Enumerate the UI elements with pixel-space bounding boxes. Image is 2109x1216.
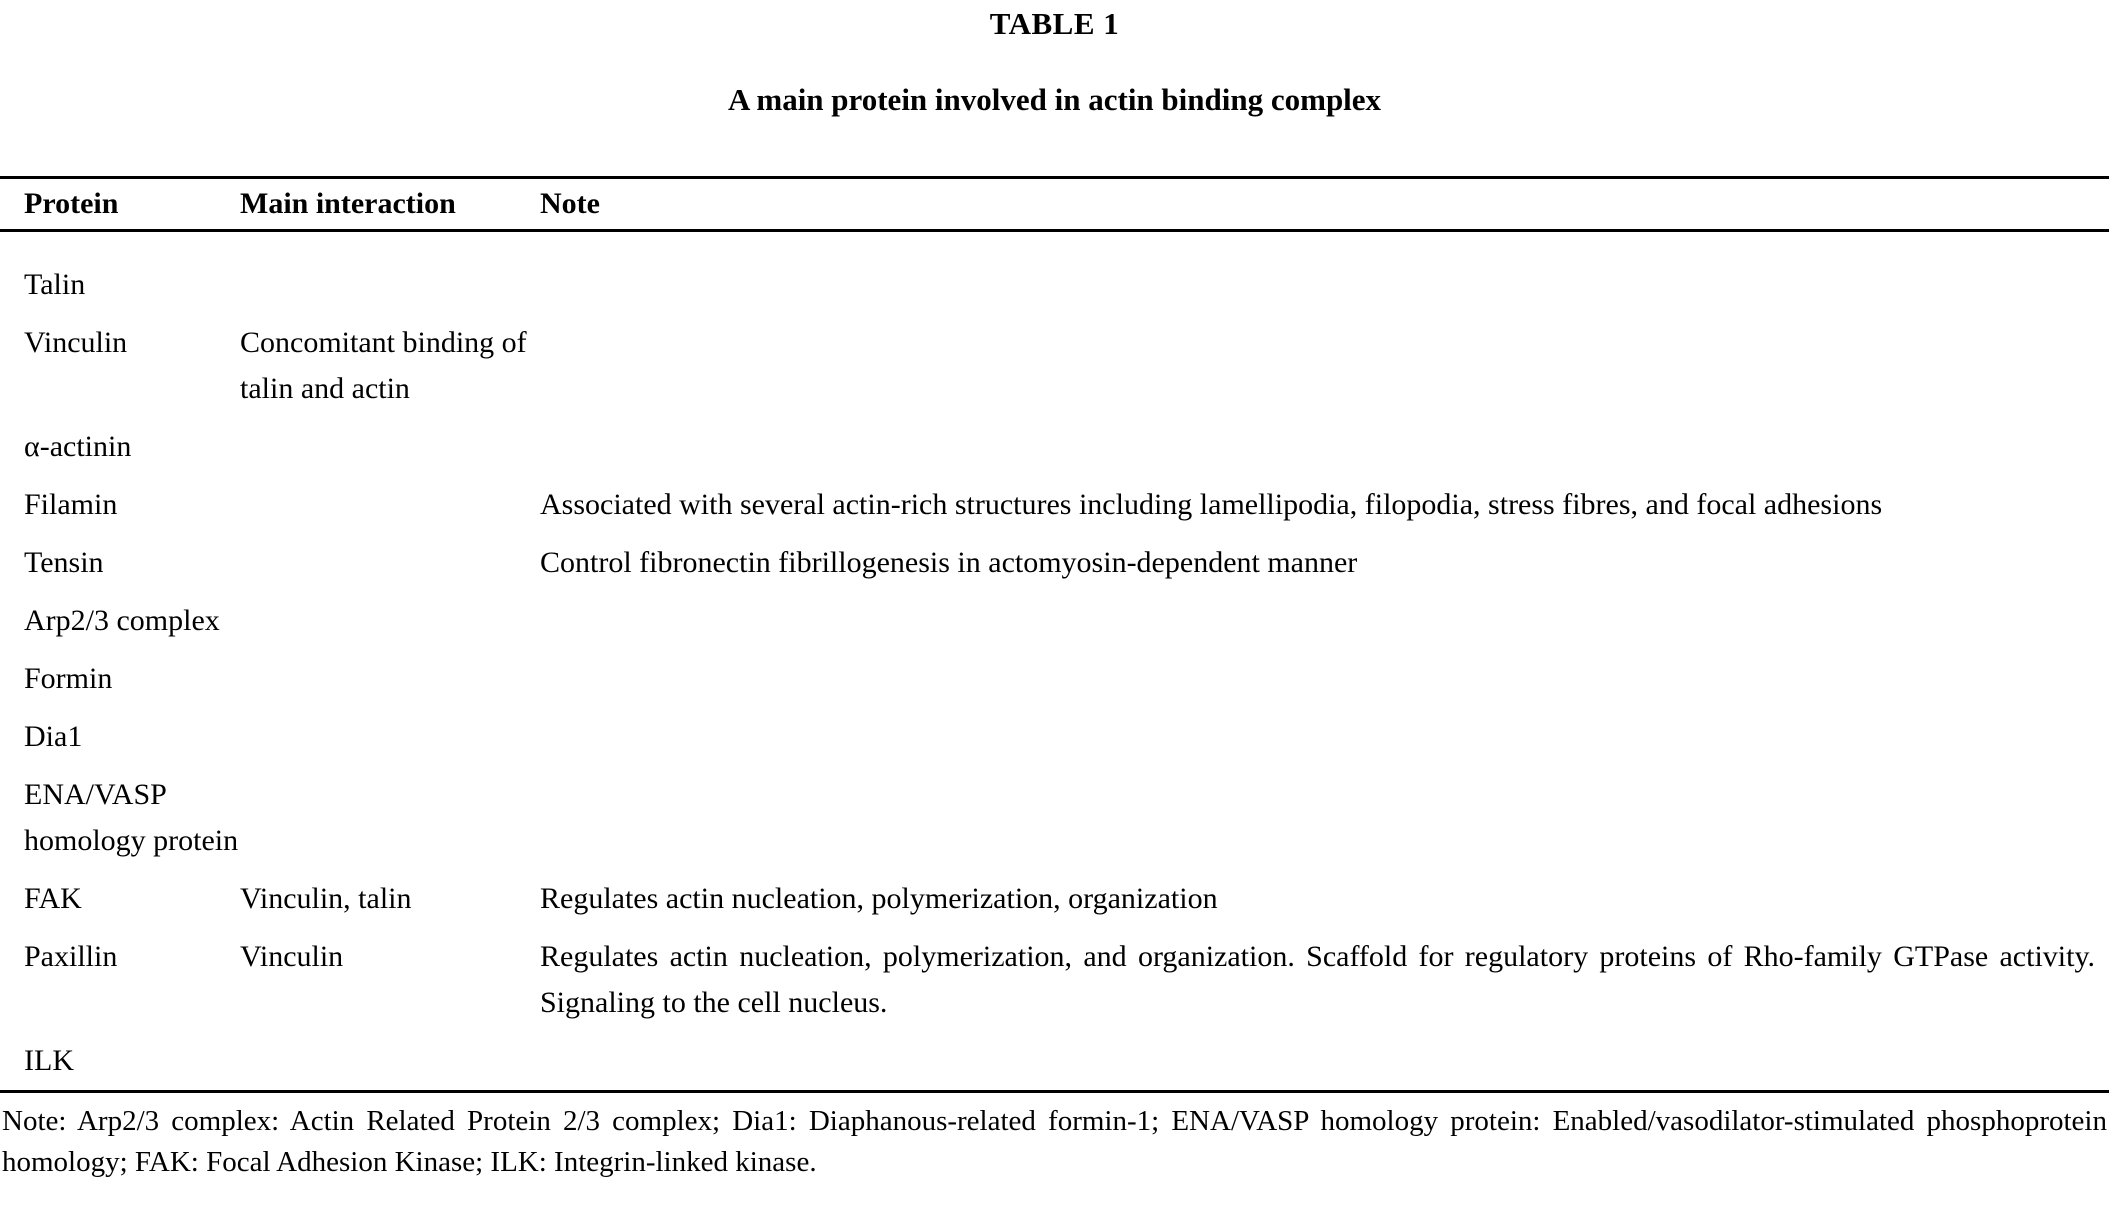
note-cell [540, 592, 2109, 650]
protein-cell: Arp2/3 complex [24, 604, 220, 637]
note-cell: Regulates actin nucleation, polymerization, and organization. Scaffold for regulatory proteins of Rho-family GTPase activity. Signaling to the cell nucleus. [540, 940, 2095, 1019]
note-cell [540, 1032, 2109, 1092]
interaction-cell [240, 418, 540, 476]
protein-table [0, 176, 2109, 1093]
column-header-note: Note [540, 187, 600, 220]
protein-cell: Vinculin [24, 326, 128, 359]
interaction-cell [240, 650, 540, 708]
table-footnote: Note: Arp2/3 complex: Actin Related Protein 2/3 complex; Dia1: Diaphanous-related formin-1; ENA/VASP homology protein: Enabled/vasodilator-stimulated phosphoprotein homology; FAK: Focal Adhesion Kinase; ILK: Integrin-linked kinase. [2, 1105, 2107, 1178]
table-row [0, 418, 2109, 476]
note-cell [540, 650, 2109, 708]
protein-cell: Filamin [24, 488, 118, 521]
table-row [0, 534, 2109, 592]
table-row [0, 928, 2109, 1032]
protein-cell: Dia1 [24, 720, 83, 753]
note-cell [540, 418, 2109, 476]
interaction-cell [240, 1032, 540, 1092]
interaction-cell [240, 534, 540, 592]
note-cell: Control fibronectin fibrillogenesis in actomyosin-dependent manner [540, 546, 1358, 579]
table-body [0, 231, 2109, 1092]
table-header [0, 178, 2109, 231]
interaction-cell [240, 231, 540, 315]
protein-cell: Formin [24, 662, 113, 695]
interaction-cell: Vinculin, talin [240, 882, 412, 915]
note-cell [540, 708, 2109, 766]
column-header-protein: Protein [24, 187, 119, 220]
interaction-cell [240, 592, 540, 650]
table-row [0, 231, 2109, 315]
protein-cell: Talin [24, 268, 86, 301]
protein-cell: FAK [24, 882, 82, 915]
table-row [0, 476, 2109, 534]
table-row [0, 870, 2109, 928]
table-label: TABLE 1 [989, 6, 1120, 41]
note-cell: Associated with several actin-rich structures including lamellipodia, filopodia, stress fibres, and focal adhesions [540, 488, 1883, 521]
table-row [0, 708, 2109, 766]
interaction-cell [240, 708, 540, 766]
protein-cell: ILK [24, 1044, 74, 1077]
protein-cell: Paxillin [24, 940, 118, 973]
table-row [0, 766, 2109, 870]
table-row [0, 1032, 2109, 1092]
table-row [0, 314, 2109, 418]
note-cell [540, 231, 2109, 315]
interaction-cell: Vinculin [240, 940, 344, 973]
table-row [0, 592, 2109, 650]
interaction-cell [240, 476, 540, 534]
protein-cell: α-actinin [24, 430, 132, 463]
interaction-cell: Concomitant binding of talin and actin [240, 326, 527, 405]
table-row [0, 650, 2109, 708]
note-cell [540, 766, 2109, 870]
column-header-main-interaction: Main interaction [240, 187, 456, 220]
interaction-cell [240, 766, 540, 870]
note-cell: Regulates actin nucleation, polymerization, organization [540, 882, 1218, 915]
table-header-row [0, 178, 2109, 231]
note-cell [540, 314, 2109, 418]
protein-cell: ENA/VASP homology protein [24, 778, 239, 857]
protein-cell: Tensin [24, 546, 104, 579]
table-caption: A main protein involved in actin binding complex [727, 82, 1382, 117]
